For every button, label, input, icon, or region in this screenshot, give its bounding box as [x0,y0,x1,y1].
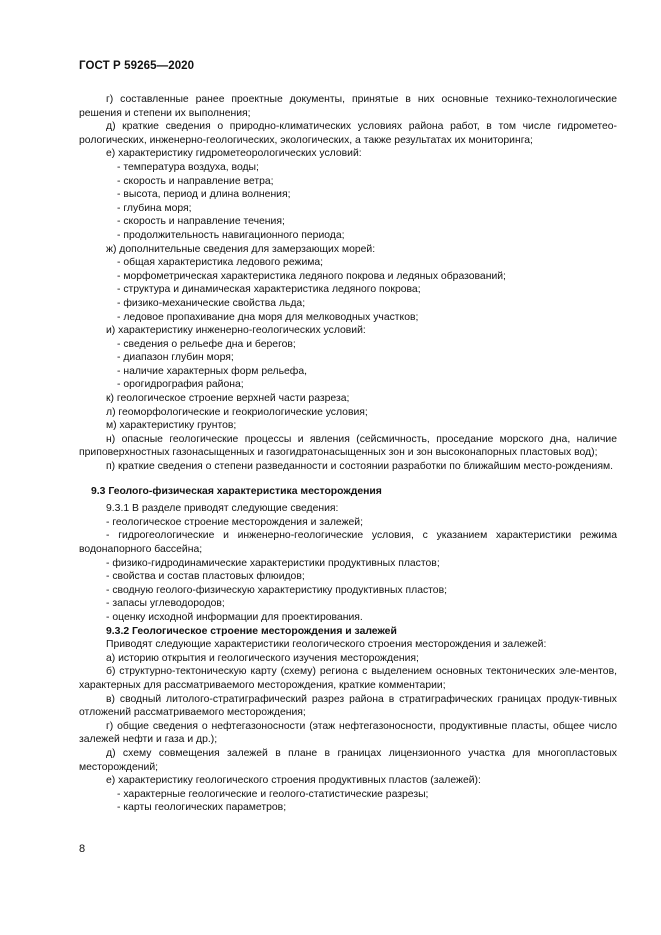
dash-list-item: - сведения о рельефе дна и берегов; [117,338,296,350]
dash-list-item: - диапазон глубин моря; [117,352,234,364]
paragraph: н) опасные геологические процессы и явления (сейсмичность, проседание морского дна, наличие приповерхностных газонасыщенных и газогидратонасыщенных зон и зон высоконапорных пластовых вод); [79,433,617,459]
dash-list-item: - карты геологических параметров; [117,802,287,814]
spacer [79,474,617,485]
paragraph: - геологическое строение месторождения и залежей; [106,516,363,528]
paragraph: - гидрогеологические и инженерно-геологические условия, с указанием характеристики режима водонапорного бассейна; [79,530,617,555]
paragraph: к) геологическое строение верхней части разреза; [106,393,350,405]
paragraph: л) геоморфологические и геокриологические условия; [106,406,368,418]
paragraph: - запасы углеводородов; [106,598,225,610]
paragraph: и) характеристику инженерно-геологических условий: [106,325,366,337]
paragraph: г) составленные ранее проектные документы, принятые в них основные технико-технологические решения и степени их выполнения; [79,94,617,119]
paragraph: 9.3.1 В разделе приводят следующие сведения: [106,503,339,515]
paragraph: г) общие сведения о нефтегазоносности (этаж нефтегазоносности, продуктивные пласты, общее число залежей нефти и газа и др.); [79,720,617,746]
dash-list-item: - глубина моря; [117,202,192,214]
dash-list-item: - ледовое пропахивание дна моря для мелководных участков; [117,311,419,323]
subsection-heading: 9.3.2 Геологическое строение месторождения и залежей [106,625,397,637]
paragraph: б) структурно-тектоническую карту (схему) региона с выделением основных тектонических эле-ментов, характерных для рассматриваемого месторождения, краткие комментарии; [79,666,617,691]
dash-list-item: - высота, период и длина волнения; [117,189,291,201]
dash-list-item: - температура воздуха, воды; [117,161,259,173]
dash-list-item: - структура и динамическая характеристика ледяного покрова; [117,284,421,296]
page-header-standard-id: ГОСТ Р 59265—2020 [79,60,195,72]
dash-list-item: - скорость и направление ветра; [117,175,274,187]
paragraph: в) сводный литолого-стратиграфический разрез района в стратиграфических границах продук-тивных отложений рассматриваемого месторождения; [79,693,617,719]
paragraph: Приводят следующие характеристики геологического строения месторождения и залежей: [106,639,547,651]
dash-list-item: - орогидрография района; [117,379,244,391]
paragraph: - оценку исходной информации для проектирования. [106,611,363,623]
paragraph: а) историю открытия и геологического изучения месторождения; [106,652,419,664]
paragraph: - свойства и состав пластовых флюидов; [106,571,305,583]
dash-list-item: - характерные геологические и геолого-статистические разрезы; [117,788,429,800]
page-number: 8 [79,843,86,855]
dash-list-item: - общая характеристика ледового режима; [117,257,324,269]
dash-list-item: - скорость и направление течения; [117,216,285,228]
paragraph: - физико-гидродинамические характеристики продуктивных пластов; [106,557,440,569]
dash-list-item: - морфометрическая характеристика ледяного покрова и ледяных образований; [117,270,506,282]
paragraph: е) характеристику геологического строения продуктивных пластов (залежей): [106,775,481,787]
dash-list-item: - физико-механические свойства льда; [117,297,306,309]
paragraph: м) характеристику грунтов; [106,420,237,432]
paragraph: д) краткие сведения о природно-климатических условиях района работ, в том числе гидрометео-рологических, инженерно-геологических, экологических, а также результатах их мониторинга; [79,121,617,146]
paragraph: д) схему совмещения залежей в плане в границах лицензионного участка для многопластовых месторождений; [79,747,617,773]
dash-list-item: - наличие характерных форм рельефа, [117,365,307,377]
paragraph: - сводную геолого-физическую характеристику продуктивных пластов; [106,584,447,596]
dash-list-item: - продолжительность навигационного периода; [117,229,345,241]
paragraph: ж) дополнительные сведения для замерзающих морей: [106,243,376,255]
paragraph: е) характеристику гидрометеорологических условий: [106,148,362,160]
paragraph: п) краткие сведения о степени разведанности и состоянии разработки по ближайшим место-рождениям. [106,461,613,473]
document-body [79,93,617,815]
section-heading: 9.3 Геолого-физическая характеристика месторождения [91,485,382,497]
